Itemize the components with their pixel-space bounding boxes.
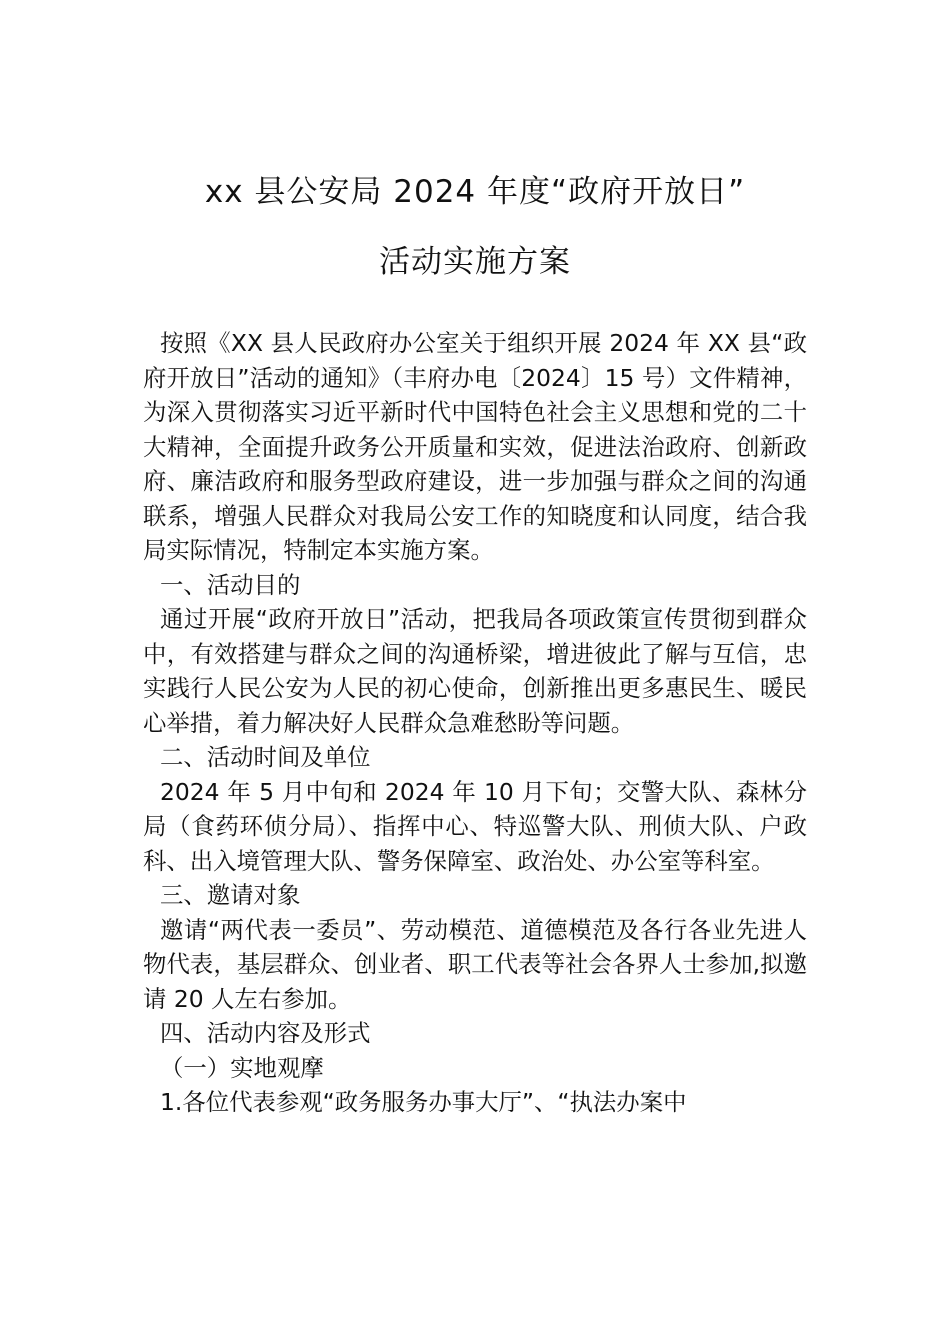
document-title-line1: xx 县公安局 2024 年度“政府开放日” bbox=[204, 174, 746, 210]
section2-heading: 二、活动时间及单位 bbox=[160, 743, 371, 771]
section2-paragraph: 2024 年 5 月中旬和 2024 年 10 月下旬；交警大队、森林分局（食药环侦分局）、指挥中心、特巡警大队、刑侦大队、户政科、出入境管理大队、警务保障室、政治处、办公室等科室。 bbox=[143, 777, 807, 875]
subsection1-heading: （一）实地观摩 bbox=[160, 1053, 324, 1082]
document-body bbox=[143, 326, 807, 1120]
intro-paragraph: 按照《XX 县人民政府办公室关于组织开展 2024 年 XX 县“政府开放日”活动的通知》（丰府办电〔2024〕15 号）文件精神，为深入贯彻落实习近平新时代中国特色社会主义思想和党的二十大精神，全面提升政务公开质量和实效，促进法治政府、创新政府、廉洁政府和服务型政府建设，进一步加强与群众之间的沟通联系，增强人民群众对我局公安工作的知晓度和认同度，结合我局实际情况，特制定本实施方案。 bbox=[143, 329, 807, 564]
section1-paragraph: 通过开展“政府开放日”活动，把我局各项政策宣传贯彻到群众中，有效搭建与群众之间的沟通桥梁，增进彼此了解与互信，忠实践行人民公安为人民的初心使命，创新推出更多惠民生、暖民心举措，着力解决好人民群众急难愁盼等问题。 bbox=[143, 605, 807, 737]
section3-heading: 三、邀请对象 bbox=[160, 881, 301, 909]
section4-heading: 四、活动内容及形式 bbox=[160, 1019, 371, 1047]
section3-paragraph: 邀请“两代表一委员”、劳动模范、道德模范及各行各业先进人物代表，基层群众、创业者、职工代表等社会各界人士参加,拟邀请 20 人左右参加。 bbox=[143, 915, 807, 1013]
item1-paragraph: 1.各位代表参观“政务服务办事大厅”、“执法办案中 bbox=[160, 1088, 687, 1116]
section1-heading: 一、活动目的 bbox=[160, 570, 301, 599]
document-title-line2: 活动实施方案 bbox=[379, 244, 571, 280]
